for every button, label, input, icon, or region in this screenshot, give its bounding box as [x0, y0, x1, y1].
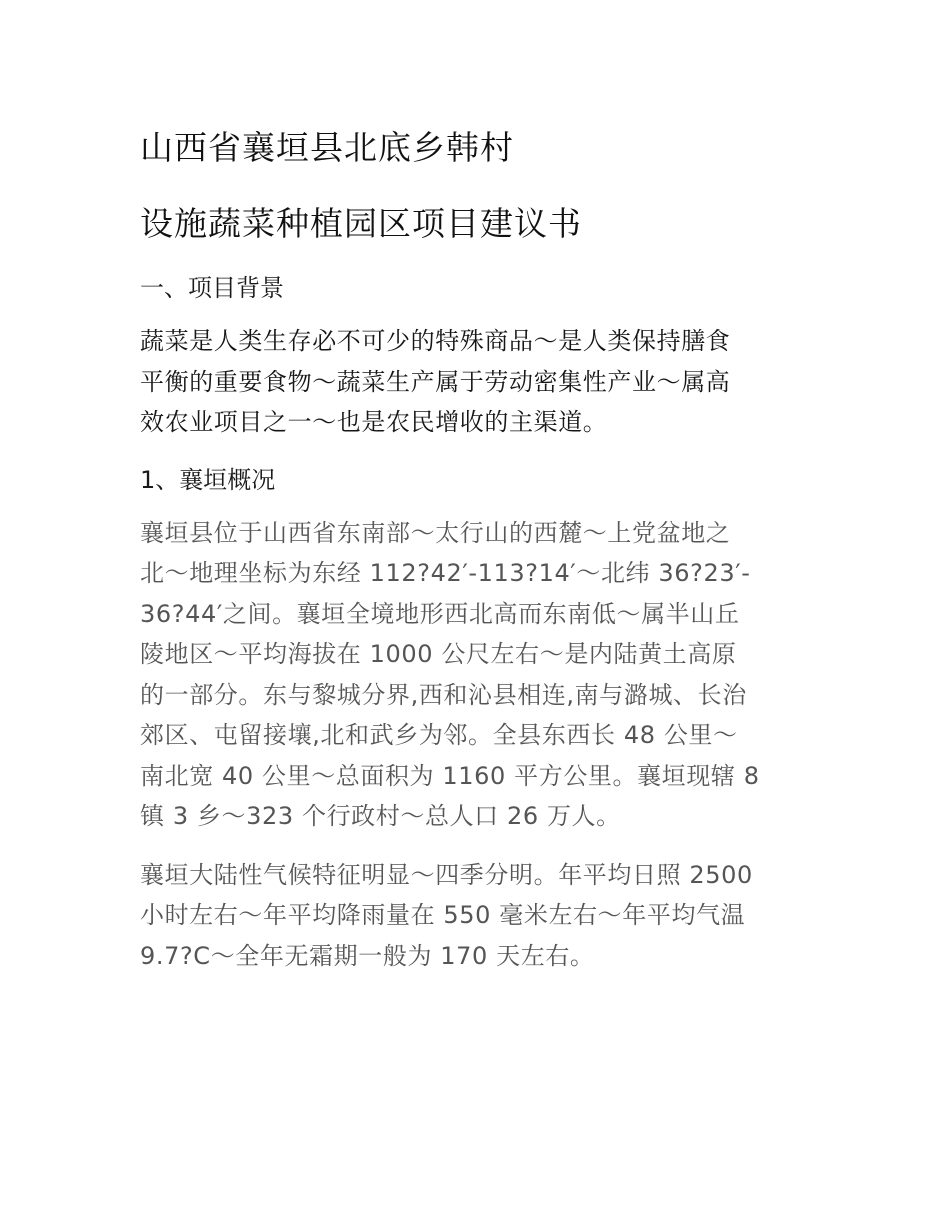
- document-title-line-1: 山西省襄垣县北底乡韩村: [140, 128, 514, 167]
- paragraph-line: 蔬菜是人类生存必不可少的特殊商品～是人类保持膳食: [140, 327, 731, 355]
- document-title-line-2: 设施蔬菜种植园区项目建议书: [140, 204, 582, 243]
- section-heading-project-background: 一、项目背景: [140, 274, 284, 302]
- paragraph-line: 陵地区～平均海拔在 1000 公尺左右～是内陆黄土高原: [140, 640, 737, 668]
- paragraph-climate: [140, 855, 820, 977]
- paragraph-line: 效农业项目之一～也是农民增收的主渠道。: [140, 408, 608, 436]
- paragraph-line: 的一部分。东与黎城分界,西和沁县相连,南与潞城、长治: [140, 680, 747, 709]
- paragraph-line: 镇 3 乡～323 个行政村～总人口 26 万人。: [140, 802, 621, 830]
- document-page: [140, 125, 820, 994]
- paragraph-geography: [140, 513, 820, 837]
- paragraph-line: 9.7?C～全年无霜期一般为 170 天左右。: [140, 941, 595, 970]
- paragraph-line: 36?44′之间。襄垣全境地形西北高而东南低～属半山丘: [140, 599, 740, 628]
- subsection-heading-xiangyuan-overview: 1、襄垣概况: [140, 465, 276, 494]
- paragraph-project-background: [140, 321, 820, 443]
- paragraph-line: 北～地理坐标为东经 112?42′-113?14′～北纬 36?23′-: [140, 559, 751, 587]
- paragraph-line: 襄垣大陆性气候特征明显～四季分明。年平均日照 2500: [140, 860, 753, 889]
- paragraph-line: 小时左右～年平均降雨量在 550 毫米左右～年平均气温: [140, 901, 746, 929]
- paragraph-line: 南北宽 40 公里～总面积为 1160 平方公里。襄垣现辖 8: [140, 761, 760, 790]
- paragraph-line: 郊区、屯留接壤,北和武乡为邻。全县东西长 48 公里～: [140, 721, 738, 749]
- paragraph-line: 平衡的重要食物～蔬菜生产属于劳动密集性产业～属高: [140, 367, 731, 396]
- paragraph-line: 襄垣县位于山西省东南部～太行山的西麓～上党盆地之: [140, 518, 731, 547]
